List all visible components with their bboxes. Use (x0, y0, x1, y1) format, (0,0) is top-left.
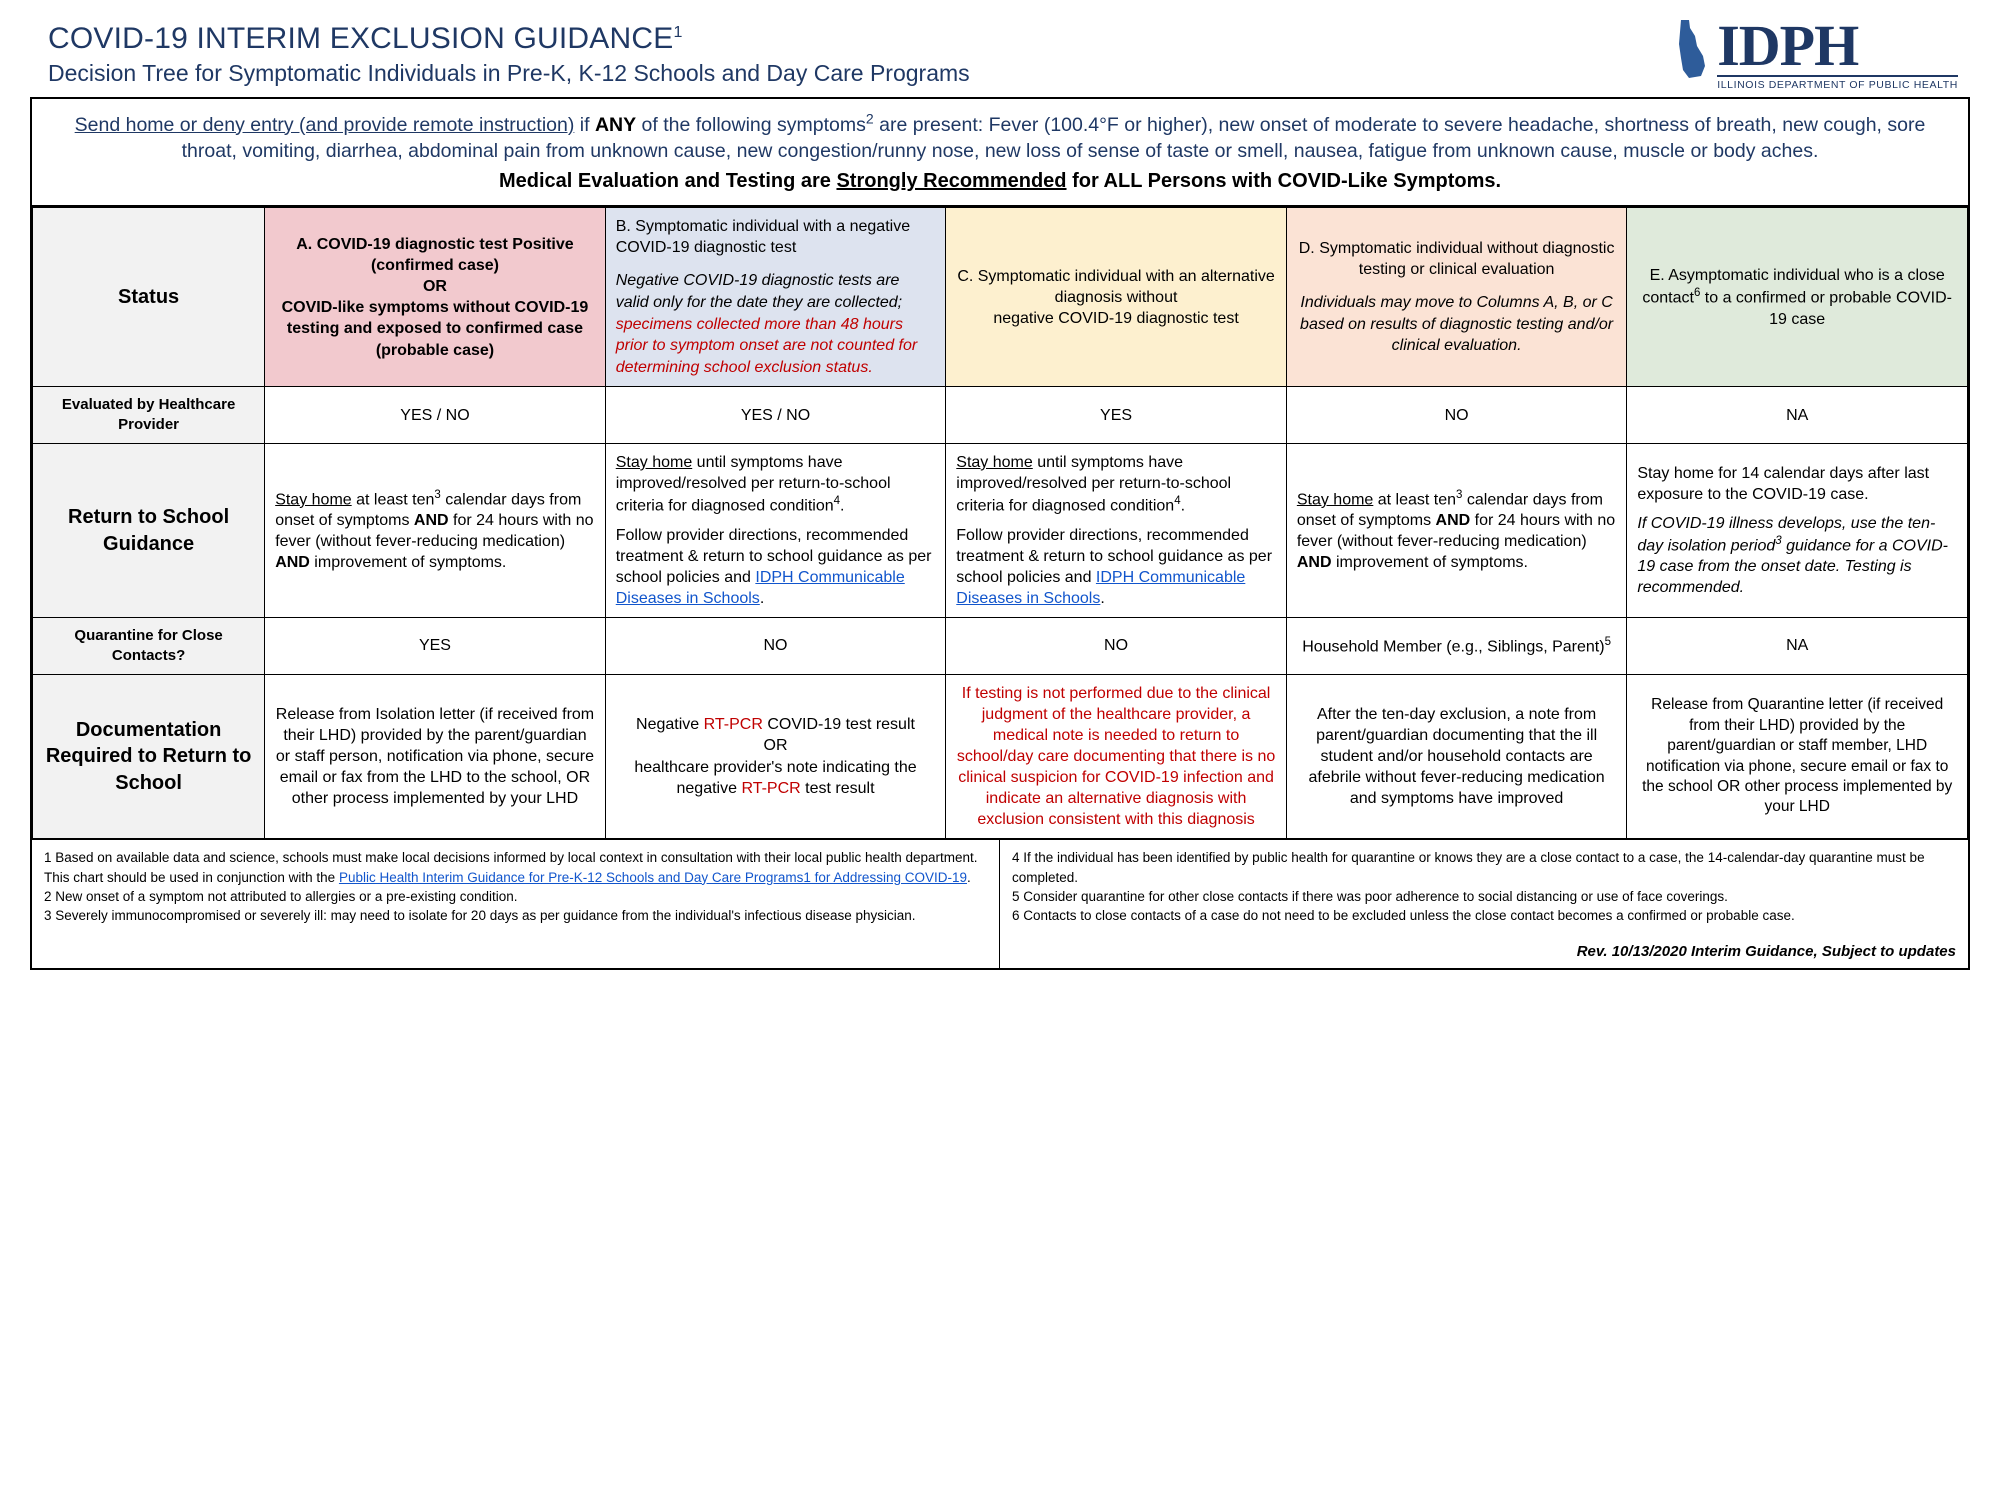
status-b-note-black: Negative COVID-19 diagnostic tests are valid only for the date they are collected; (615, 272, 903, 312)
decision-table (32, 207, 1968, 839)
row-label-quarantine: Quarantine for Close Contacts? (33, 618, 265, 675)
return-a-p1-cont: calendar days from onset of symptoms (275, 490, 582, 530)
return-e-p2 (1637, 513, 1957, 599)
footnote-1-post: . (966, 869, 971, 885)
banner-rest: of the following symptoms (636, 113, 866, 136)
footnote-4-num: 4 (1012, 850, 1020, 866)
quarantine-c: NO (946, 618, 1287, 675)
title-block (48, 18, 970, 86)
status-a-line5: (probable case) (375, 341, 495, 359)
idph-communicable-diseases-link-b[interactable]: IDPH Communicable Diseases in Schools (615, 568, 905, 607)
banner-paragraph (74, 110, 1926, 162)
banner-recommendation (46, 168, 1954, 195)
documentation-e: Release from Quarantine letter (if received from their LHD) provided by the parent/guardian or staff member, LHD notification via phone, secure email or fax to the school OR other process implemented by your LHD (1627, 674, 1968, 839)
return-c (946, 444, 1287, 618)
revision-note: Rev. 10/13/2020 Interim Guidance, Subject to updates (1576, 943, 1956, 961)
return-a (265, 444, 606, 618)
return-b-p1-text: until symptoms have improved/resolved per return-to-school criteria for diagnosed condition (615, 454, 891, 515)
banner-rec-pre: Medical Evaluation and Testing are (498, 170, 837, 193)
status-c-line1: C. Symptomatic individual with an alternative diagnosis without (957, 267, 1275, 306)
evaluated-b: YES / NO (605, 387, 946, 444)
return-c-p2-end: . (1100, 589, 1105, 607)
table-row-documentation (33, 674, 1968, 839)
status-d-line1: D. Symptomatic individual without diagnostic testing or clinical evaluation (1298, 239, 1615, 278)
status-e-text-end: to a confirmed or probable COVID-19 case (1700, 289, 1953, 328)
banner-lead-underlined: Send home or deny entry (and provide remote instruction) (74, 113, 575, 136)
status-cell-e (1627, 208, 1968, 387)
footnote-2-text: New onset of a symptom not attributed to allergies or a pre-existing condition. (51, 888, 518, 904)
logo-subtext: ILLINOIS DEPARTMENT OF PUBLIC HEALTH (1717, 79, 1958, 92)
row-label-evaluated: Evaluated by Healthcare Provider (33, 387, 265, 444)
footnote-6-num: 6 (1012, 907, 1020, 923)
evaluated-c: YES (946, 387, 1287, 444)
footnote-2-num: 2 (44, 888, 52, 904)
footnote-2 (44, 887, 987, 906)
status-e-line1 (1637, 265, 1957, 330)
page-title (48, 22, 970, 55)
documentation-a: Release from Isolation letter (if received from their LHD) provided by the parent/guardian or staff person, notification via phone, secure email or fax from the LHD to the school, OR other process implemented by your LHD (265, 674, 606, 839)
footnote-5 (1012, 887, 1956, 906)
documentation-b-line3-end: test result (800, 779, 875, 797)
return-c-p1-text: until symptoms have improved/resolved per return-to-school criteria for diagnosed condition (956, 454, 1232, 515)
footnote-3 (44, 906, 987, 925)
documentation-b-line1 (616, 714, 936, 735)
row-label-return: Return to School Guidance (33, 444, 265, 618)
illinois-map-icon (1675, 18, 1709, 80)
footnote-1-pre: Based on available data and science, schools must make local decisions informed by local context in consultation with their local public health department. This chart should be used in conjunction with the (44, 850, 978, 885)
return-e-p2-post: guidance for a COVID-19 case from the onset date. Testing is recommended. (1637, 537, 1948, 597)
document-header (30, 13, 1970, 97)
footnote-1 (44, 848, 987, 886)
documentation-c: If testing is not performed due to the clinical judgment of the healthcare provider, a medical note is needed to return to school/day care documenting that there is no clinical suspicion for COVID-19 infection and indicate an alternative diagnosis with exclusion consistent with this diagnosis (946, 674, 1287, 839)
return-c-p1-end: . (1180, 497, 1186, 515)
table-row-return (33, 444, 1968, 618)
footnote-4-text: If the individual has been identified by public health for quarantine or knows they are a close contact to a case, the 14-calendar-day quarantine must be completed. (1012, 850, 1925, 885)
return-d-sup: 3 (1456, 488, 1463, 501)
documentation-b-rtpcr-2: RT-PCR (741, 779, 801, 797)
page-subtitle: Decision Tree for Symptomatic Individuals in Pre-K, K-12 Schools and Day Care Programs (48, 60, 970, 86)
idph-logo (1675, 13, 1964, 92)
status-e-text: E. Asymptomatic individual who is a close contact (1642, 266, 1945, 307)
return-e-p2-pre: If COVID-19 illness develops, use the ten-day isolation period (1637, 514, 1936, 555)
banner-footnote-marker: 2 (865, 110, 874, 127)
footnotes-right (1000, 840, 1968, 968)
page-title-footnote-marker: 1 (673, 24, 683, 41)
page-title-text: COVID-19 INTERIM EXCLUSION GUIDANCE (48, 22, 674, 55)
footnote-4 (1012, 848, 1956, 886)
return-d-p1-cont: calendar days from onset of symptoms (1296, 490, 1603, 530)
return-c-p1 (956, 452, 1276, 517)
public-health-guidance-link[interactable]: Public Health Interim Guidance for Pre-K-12 Schools and Day Care Programs1 for Addressing COVID-19 (338, 869, 967, 885)
quarantine-b: NO (605, 618, 946, 675)
quarantine-d-text: Household Member (e.g., Siblings, Parent) (1302, 638, 1605, 655)
status-cell-c (946, 208, 1287, 387)
banner-rec-underlined: Strongly Recommended (836, 170, 1067, 193)
return-a-sup: 3 (434, 488, 441, 501)
footnote-3-num: 3 (44, 907, 52, 923)
banner-rec-post: for ALL Persons with COVID-Like Symptoms. (1066, 170, 1502, 193)
documentation-d: After the ten-day exclusion, a note from parent/guardian documenting that the ill student and/or household contacts are afebrile without fever-reducing medication and symptoms have improved (1286, 674, 1627, 839)
quarantine-d-footnote-marker: 5 (1604, 635, 1611, 648)
status-a-line1: A. COVID-19 diagnostic test Positive (296, 235, 574, 253)
status-a-line4: COVID-like symptoms without COVID-19 testing and exposed to confirmed case (281, 299, 589, 338)
footnote-6-text: Contacts to close contacts of a case do not need to be excluded unless the close contact becomes a confirmed or probable case. (1019, 907, 1795, 923)
documentation-b-line3 (616, 757, 936, 799)
quarantine-e: NA (1627, 618, 1968, 675)
return-c-sup: 4 (1174, 495, 1181, 508)
quarantine-d (1286, 618, 1627, 675)
footnotes (32, 839, 1968, 968)
return-a-and2: AND (275, 554, 310, 572)
return-d-p1: at least ten (1373, 490, 1457, 508)
documentation-b (605, 674, 946, 839)
footnote-5-text: Consider quarantine for other close contacts if there was poor adherence to social distancing or use of face coverings. (1019, 888, 1728, 904)
return-b-p2 (616, 525, 936, 609)
return-b (605, 444, 946, 618)
logo-text-wrap (1717, 13, 1958, 92)
return-a-and1: AND (413, 512, 449, 530)
table-row-quarantine (33, 618, 1968, 675)
idph-communicable-diseases-link-c[interactable]: IDPH Communicable Diseases in Schools (956, 568, 1246, 607)
status-e-footnote-marker: 6 (1693, 287, 1701, 300)
footnote-3-text: Severely immunocompromised or severely ill: may need to isolate for 20 days as per guidance from the individual's infectious disease physician. (51, 907, 916, 923)
status-c-line2: negative COVID-19 diagnostic test (993, 309, 1239, 327)
return-b-p1-end: . (840, 497, 845, 515)
return-e (1627, 444, 1968, 618)
return-c-stayhome: Stay home (956, 454, 1033, 471)
row-label-status: Status (33, 208, 265, 387)
return-b-sup: 4 (833, 495, 841, 508)
status-cell-a (265, 208, 606, 387)
return-d-stayhome: Stay home (1296, 490, 1374, 508)
status-cell-b (605, 208, 946, 387)
documentation-b-pre: Negative (636, 716, 704, 734)
evaluated-a: YES / NO (265, 387, 606, 444)
status-d-note: Individuals may move to Columns A, B, or C based on results of diagnostic testing and/or clinical evaluation. (1300, 294, 1614, 355)
logo-divider (1717, 75, 1958, 77)
documentation-b-rtpcr-1: RT-PCR (703, 716, 763, 734)
evaluated-e: NA (1627, 387, 1968, 444)
footnote-6 (1012, 906, 1956, 925)
return-d-and2: AND (1296, 554, 1332, 572)
evaluated-d: NO (1286, 387, 1627, 444)
status-a-line2: (confirmed case) (370, 257, 499, 275)
return-b-stayhome: Stay home (615, 454, 693, 471)
quarantine-a: YES (265, 618, 606, 675)
documentation-b-line3-text: healthcare provider's note indicating the negative (634, 758, 917, 797)
banner-mid: if (574, 113, 595, 136)
return-c-p2-text: Follow provider directions, recommended treatment & return to school guidance as per school policies and (956, 526, 1273, 586)
return-a-p1-cont3: improvement of symptoms. (309, 554, 507, 572)
return-e-p1: Stay home for 14 calendar days after last exposure to the COVID-19 case. (1637, 464, 1930, 503)
table-row-status (33, 208, 1968, 387)
table-row-evaluated (33, 387, 1968, 444)
footnote-1-num: 1 (44, 850, 52, 866)
footnote-5-num: 5 (1012, 888, 1020, 904)
status-a-line3: OR (422, 278, 447, 296)
status-b-line1: B. Symptomatic individual with a negative COVID-19 diagnostic test (615, 218, 911, 257)
return-b-p2-text: Follow provider directions, recommended treatment & return to school guidance as per school policies and (615, 526, 932, 586)
documentation-b-mid: COVID-19 test result (762, 716, 915, 734)
return-b-p2-end: . (759, 589, 765, 607)
banner-any: ANY (594, 113, 637, 136)
symptom-banner (32, 99, 1968, 207)
row-label-documentation: Documentation Required to Return to School (33, 674, 265, 839)
return-d-p1-cont2: for 24 hours with no fever (without fever-reducing medication) (1296, 512, 1616, 551)
banner-tail: are present: Fever (100.4°F or higher), new onset of moderate to severe headache, shortness of breath, new cough, sore throat, vomiting, diarrhea, abdominal pain from unknown cause, new congestion/runny nose, new loss of sense of taste or smell, nausea, fatigue from unknown cause, muscle or body aches. (181, 113, 1926, 162)
return-c-p2 (956, 525, 1276, 609)
return-d-p1-cont3: improvement of symptoms. (1331, 554, 1528, 572)
status-b-note (616, 270, 936, 378)
return-d (1286, 444, 1627, 618)
footnotes-left (32, 840, 1000, 968)
return-d-and1: AND (1435, 512, 1471, 530)
return-e-sup: 3 (1775, 534, 1782, 547)
guidance-chart (30, 97, 1970, 970)
status-cell-d (1286, 208, 1627, 387)
status-b-note-red: specimens collected more than 48 hours prior to symptom onset are not counted for determining school exclusion status. (615, 315, 918, 376)
return-a-p1-cont2: for 24 hours with no fever (without fever-reducing medication) (275, 512, 594, 551)
return-a-p1: at least ten (351, 490, 435, 508)
return-b-p1 (616, 452, 936, 517)
return-a-stayhome: Stay home (275, 490, 352, 508)
logo-wordmark: IDPH (1717, 13, 1859, 78)
documentation-b-or: OR (763, 737, 788, 755)
